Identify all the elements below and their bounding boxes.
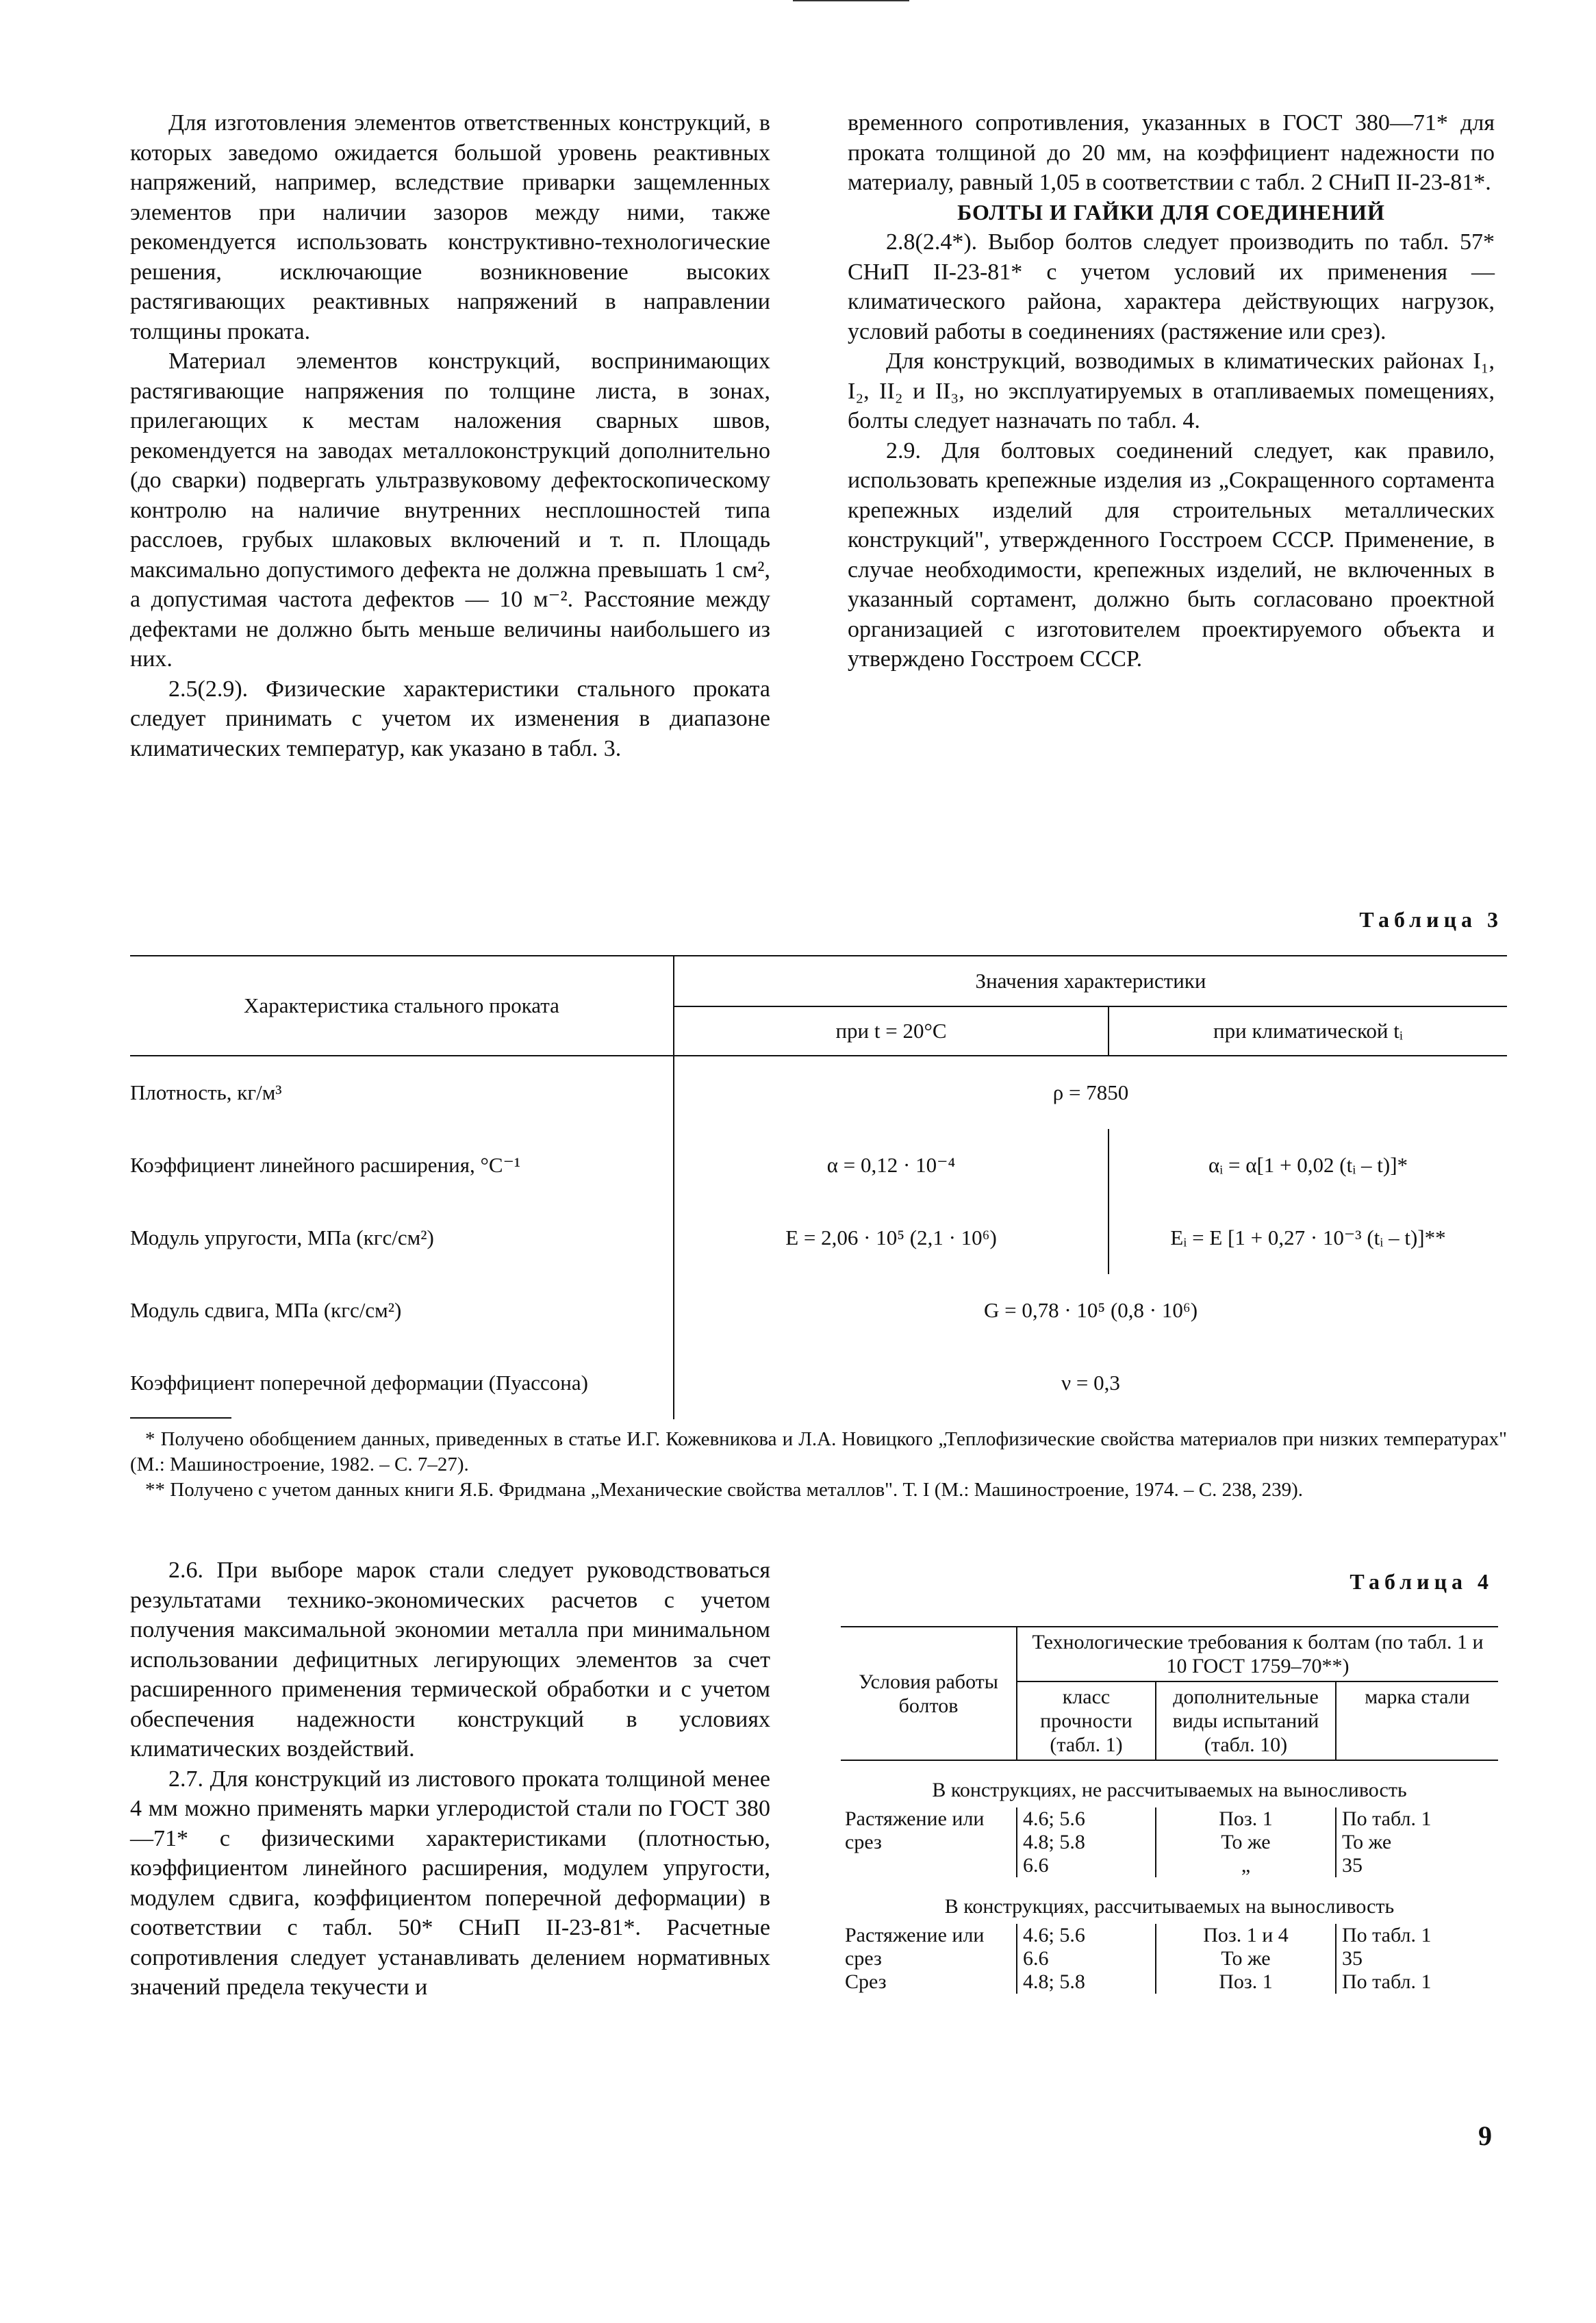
table-row [130, 1274, 1507, 1347]
paragraph: Материал элементов конструкций, воспринимающих растягивающие напряжения по толщине листа, в зонах, прилегающих к местам наложения сварных швов, рекомендуется на заводах металлоконструкций дополнительно (до сварки) подвергать ультразвуковому дефектоскопическому контролю на наличие внутренних несплошностей типа расслоев, грубых шлаковых включений и т. п. Площадь максимально допустимого дефекта не должна превышать 1 см², а допустимая частота дефектов — 10 м⁻². Расстояние между дефектами не должно быть меньше величины наибольшего из них. [130, 348, 770, 672]
table4-cell-tests: То же [1156, 1947, 1336, 1970]
paragraph: 2.8(2.4*). Выбор болтов следует производить по табл. 57* СНиП II-23-81* с учетом условий их применения — климатического района, характера действующих нагрузок, условий работы в соединениях (растяжение или срез). [848, 229, 1495, 344]
table4-cell-condition: срез [845, 1831, 882, 1853]
table-row [841, 1807, 1498, 1831]
footnotes [130, 1427, 1507, 1503]
table3-row-label: Модуль упругости, МПа (кгс/см²) [130, 1226, 434, 1249]
table4-cell-class: 4.6; 5.6 [1017, 1924, 1156, 1947]
table4-cell-class: 4.8; 5.8 [1017, 1831, 1156, 1854]
table3-header-characteristic: Характеристика стального проката [130, 956, 674, 1056]
paragraph: Для изготовления элементов ответственных конструкций, в которых заведомо ожидается большой уровень реактивных напряжений, например, вследствие приварки защемленных элементов при наличии зазоров между ними, также рекомендуется использовать конструктивно-технологические решения, исключающие возникновение высоких растягивающих реактивных напряжений в направлении толщины проката. [130, 110, 770, 344]
table4 [841, 1626, 1498, 1994]
table-row [841, 1924, 1498, 1947]
table4-header-class: класс прочности (табл. 1) [1017, 1681, 1156, 1760]
table4-cell-tests: Поз. 1 и 4 [1156, 1924, 1336, 1947]
table3-caption: Таблица 3 [1359, 907, 1503, 932]
table-row [841, 1854, 1498, 1877]
table3-header-climatic: при климатической tᵢ [1109, 1006, 1507, 1056]
table4-cell-grade: По табл. 1 [1336, 1924, 1498, 1947]
table4-cell-class: 6.6 [1017, 1947, 1156, 1970]
table4-cell-grade: По табл. 1 [1336, 1807, 1498, 1831]
table4-cell-tests: Поз. 1 [1156, 1970, 1336, 1994]
table4-cell-class: 4.6; 5.6 [1017, 1807, 1156, 1831]
page-number: 9 [1478, 2120, 1492, 2151]
table4-cell-condition: Растяжение или [845, 1924, 985, 1946]
table-row [841, 1970, 1498, 1994]
left-column-bottom [130, 1556, 770, 2003]
paragraph: Для конструкций, возводимых в климатических районах I₁, I₂, II₂ и II₃, но эксплуатируемых в отапливаемых помещениях, болты следует назначать по табл. 4. [848, 348, 1495, 433]
table3-cell-climatic: Eᵢ = E [1 + 0,27 · 10⁻³ (tᵢ – t)]** [1109, 1202, 1507, 1274]
table4-cell-condition: Срез [845, 1970, 887, 1993]
table4-cell-grade: По табл. 1 [1336, 1970, 1498, 1994]
table3-cell-merged: G = 0,78 · 10⁵ (0,8 · 10⁶) [674, 1274, 1507, 1347]
table4-caption: Таблица 4 [1350, 1569, 1493, 1594]
table-row [130, 1129, 1507, 1202]
table4-cell-condition: срез [845, 1947, 882, 1970]
table-row [130, 1056, 1507, 1129]
table4-cell-tests: То же [1156, 1831, 1336, 1854]
top-rule [793, 0, 909, 1]
paragraph: 2.5(2.9). Физические характеристики стального проката следует принимать с учетом их изменения в диапазоне климатических температур, как указано в табл. 3. [130, 676, 770, 761]
table4-header-conditions: Условия работы болтов [841, 1627, 1017, 1760]
table4-cell-grade: 35 [1336, 1854, 1498, 1877]
table3-cell-merged: ρ = 7850 [674, 1056, 1507, 1129]
footnote: ** Получено с учетом данных книги Я.Б. Фридмана „Механические свойства металлов". Т. I (М.: Машиностроение, 1974. – С. 238, 239). [145, 1479, 1304, 1501]
table3 [130, 955, 1507, 1419]
table4-cell-condition [841, 1854, 1017, 1877]
table3-row-label: Плотность, кг/м³ [130, 1080, 282, 1104]
paragraph: 2.9. Для болтовых соединений следует, как правило, использовать крепежные изделия из „Сокращенного сортамента крепежных изделий для строительных металлических конструкций", утвержденного Госстроем СССР. Применение, в случае необходимости, крепежных изделий, не включенных в указанный сортамент, должно быть согласовано проектной организацией с изготовителем проектируемого объекта и утверждено Госстроем СССР. [848, 437, 1495, 672]
table3-row-label: Коэффициент линейного расширения, °С⁻¹ [130, 1153, 521, 1177]
paragraph: 2.6. При выборе марок стали следует руководствоваться результатами технико-экономических расчетов с учетом получения максимальной экономии металла при минимальном использовании дефицитных легирующих элементов за счет расширенного применения термической обработки и с учетом обеспечения надежности конструкций в условиях климатических воздействий. [130, 1558, 770, 1762]
table3-header-values: Значения характеристики [674, 956, 1507, 1006]
table3-cell-at20: E = 2,06 · 10⁵ (2,1 · 10⁶) [674, 1202, 1109, 1274]
left-column-top [130, 108, 770, 763]
table-row [130, 1347, 1507, 1419]
table4-section-title: В конструкциях, рассчитываемых на выносливость [944, 1895, 1395, 1918]
table3-row-label: Коэффициент поперечной деформации (Пуассона) [130, 1371, 588, 1395]
table4-cell-condition: Растяжение или [845, 1807, 985, 1830]
table4-cell-grade: 35 [1336, 1947, 1498, 1970]
table-row [841, 1947, 1498, 1970]
table-row [841, 1831, 1498, 1854]
table3-header-at20: при t = 20°С [674, 1006, 1109, 1056]
table4-cell-class: 4.8; 5.8 [1017, 1970, 1156, 1994]
table4-section-title: В конструкциях, не рассчитываемых на выносливость [932, 1779, 1407, 1801]
table4-cell-tests: Поз. 1 [1156, 1807, 1336, 1831]
paragraph: 2.7. Для конструкций из листового проката толщиной менее 4 мм можно применять марки углеродистой стали по ГОСТ 380—71* с физическими характеристиками (плотностью, коэффициентом линейного расширения, модулем упругости, модулем сдвига, коэффициентом поперечной деформации) в соответствии с табл. 50* СНиП II-23-81*. Расчетные сопротивления следует устанавливать делением нормативных значений предела текучести и [130, 1766, 770, 2000]
table4-cell-tests: „ [1156, 1854, 1336, 1877]
footnote-rule [130, 1417, 231, 1419]
table4-cell-class: 6.6 [1017, 1854, 1156, 1877]
table3-cell-at20: α = 0,12 · 10⁻⁴ [674, 1129, 1109, 1202]
section-heading: БОЛТЫ И ГАЙКИ ДЛЯ СОЕДИНЕНИЙ [957, 199, 1385, 225]
table3-cell-merged: ν = 0,3 [674, 1347, 1507, 1419]
footnote: * Получено обобщением данных, приведенных в статье И.Г. Кожевникова и Л.А. Новицкого „Теплофизические свойства материалов при низких температурах" (М.: Машиностроение, 1982. – С. 7–27). [130, 1428, 1507, 1475]
table4-header-grade: марка стали [1336, 1681, 1498, 1760]
table3-row-label: Модуль сдвига, МПа (кгс/см²) [130, 1298, 402, 1322]
table3-cell-climatic: αᵢ = α[1 + 0,02 (tᵢ – t)]* [1109, 1129, 1507, 1202]
table4-cell-grade: То же [1336, 1831, 1498, 1854]
paragraph-continuation: временного сопротивления, указанных в ГОСТ 380—71* для проката толщиной до 20 мм, на коэффициент надежности по материалу, равный 1,05 в соответствии с табл. 2 СНиП II-23-81*. [848, 110, 1495, 195]
table4-header-requirements: Технологические требования к болтам (по табл. 1 и 10 ГОСТ 1759–70**) [1017, 1627, 1498, 1681]
table-row [130, 1202, 1507, 1274]
right-column-top [848, 108, 1495, 674]
table4-header-tests: дополнительные виды испытаний (табл. 10) [1156, 1681, 1336, 1760]
